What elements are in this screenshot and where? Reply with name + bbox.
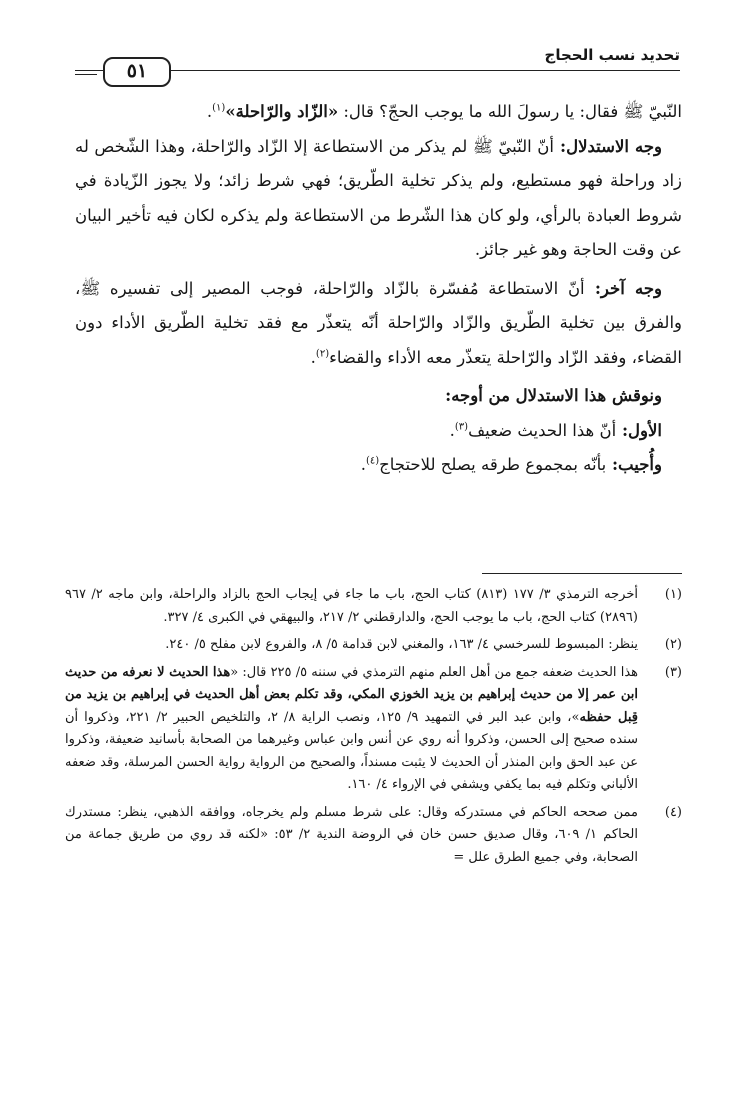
footnotes [65, 584, 682, 874]
paragraph-hadith: النّبيّ ﷺ فقال: يا رسولَ الله ما يوجب الحجّ؟ قال: «الزّاد والرّاحلة»$^{(١)}$. [206, 102, 682, 121]
footnote-ref-1[interactable]: (١) [212, 102, 226, 114]
footnote-3 [65, 662, 682, 797]
page-number: ٥١ [103, 57, 171, 87]
footnote-number: (٤) [664, 804, 682, 820]
footnote-text: هذا الحديث ضعفه جمع من أهل العلم منهم الترمذي في سننه ٥/ ٢٢٥ قال: «هذا الحديث لا نعرفه من حديث ابن عمر إلا من حديث إبراهيم بن يزيد الخوزي المكي، وقد تكلم بعض أهل الحديث في إبراهيم بن يزيد من قِبل حفظه»، وابن عبد البر في التمهيد ٩/ ١٢٥، ونصب الراية ٨/ ٢، والتلخيص الحبير ٢/ ٢٢١، وذكروا أن سنده صحيح إلى الحسن، وذكروا أنه روي عن أنس وابن عباس وغيرهما من الصحابة بأسانيد ضعيفة، وذكروا عن عبد الحق وابن المنذر أن الحديث لا يثبت مسنداً، والصحيح من الرواية رواية الحسن المرسلة، وقد ضعفه الألباني وتكلم فيه بما يكفي ويشفي في الإرواء ٤/ ١٦٠. [65, 664, 639, 792]
footnote-text: أخرجه الترمذي ٣/ ١٧٧ (٨١٣) كتاب الحج، باب ما جاء في إيجاب الحج بالزاد والراحلة، وابن ماجه ٢/ ٩٦٧ (٢٨٩٦) كتاب الحج، باب ما يوجب الحج، والدارقطني ٢/ ٢١٧، والبيهقي في الكبرى ٤/ ٣٢٧. [65, 587, 638, 625]
another-aspect-heading: وجه آخر: [584, 278, 663, 298]
footnote-1 [65, 584, 682, 629]
hadith-quote: «الزّاد والرّاحلة» [225, 102, 339, 121]
footnote-number: (٢) [664, 637, 682, 652]
footnote-number: (١) [664, 587, 682, 602]
first-objection: الأول: أنّ هذا الحديث ضعيف$^{(٣)}$. [449, 420, 662, 440]
header-rule-short [75, 74, 97, 75]
answer: وأُجيب: بأنّه بمجموع طرقه يصلح للاحتجاج$^{(٤)}$. [360, 455, 662, 474]
footnote-2 [65, 634, 682, 657]
paragraph-another-aspect: وجه آخر: أنّ الاستطاعة مُفسّرة بالزّاد والرّاحلة، فوجب المصير إلى تفسيره ﷺ، والفرق بين تخلية الطّريق والزّاد والرّاحلة أنّه يتعذّر مع فقد تخلية الطّريق الأداء دون القضاء، وفقد الزّاد والرّاحلة يتعذّر معه الأداء والقضاء$^{(٢)}$. [75, 278, 682, 367]
footnote-4 [65, 802, 682, 870]
footnote-text: ينظر: المبسوط للسرخسي ٤/ ١٦٣، والمغني لابن قدامة ٥/ ٨، والفروع لابن مفلح ٥/ ٢٤٠. [165, 637, 638, 652]
tirmidhi-quote: هذا الحديث لا نعرفه من حديث ابن عمر إلا من حديث إبراهيم بن يزيد الخوزي المكي، وقد تكلم بعض أهل الحديث في إبراهيم بن يزيد من قِبل حفظه [65, 664, 639, 725]
footnote-separator [482, 573, 682, 574]
footnote-number: (٣) [664, 664, 682, 680]
footnote-ref-4[interactable]: (٤) [365, 455, 380, 467]
footnote-ref-3[interactable]: (٣) [454, 421, 469, 432]
paragraph-evidence: وجه الاستدلال: أنّ النّبيّ ﷺ لم يذكر من الاستطاعة إلا الزّاد والرّاحلة، وهذا الشّخص له زاد وراحلة فهو مستطيع، ولم يذكر تخلية الطّريق؛ فهي شرط زائد؛ ولا يجوز الزّيادة في شروط العبادة بالرأي، ولو كان هذا الشّرط من الاستطاعة ولم يذكره لكان فيه تأخير البيان عن وقت الحاجة وهو غير جائز. [75, 136, 682, 259]
evidence-heading: وجه الاستدلال: [553, 136, 662, 156]
footnote-ref-2[interactable]: (٢) [315, 348, 330, 359]
first-label: الأول: [616, 420, 662, 440]
answer-label: وأُجيب: [606, 455, 662, 474]
footnote-text: ممن صححه الحاكم في مستدركه وقال: على شرط مسلم ولم يخرجاه، ووافقه الذهبي، ينظر: مستدرك الحاكم ١/ ٦٠٩، وقال صديق حسن خان في الروضة الندية ٢/ ٥٣: «لكنه قد روي من طريق جماعة من الصحابة، وفي جميع الطرق علل = [65, 804, 639, 865]
main-text [75, 95, 682, 483]
page-header [75, 40, 680, 88]
discussion-heading: ونوقش هذا الاستدلال من أوجه: [445, 386, 662, 405]
running-title: تحديد نسب الحجاج [544, 46, 680, 64]
